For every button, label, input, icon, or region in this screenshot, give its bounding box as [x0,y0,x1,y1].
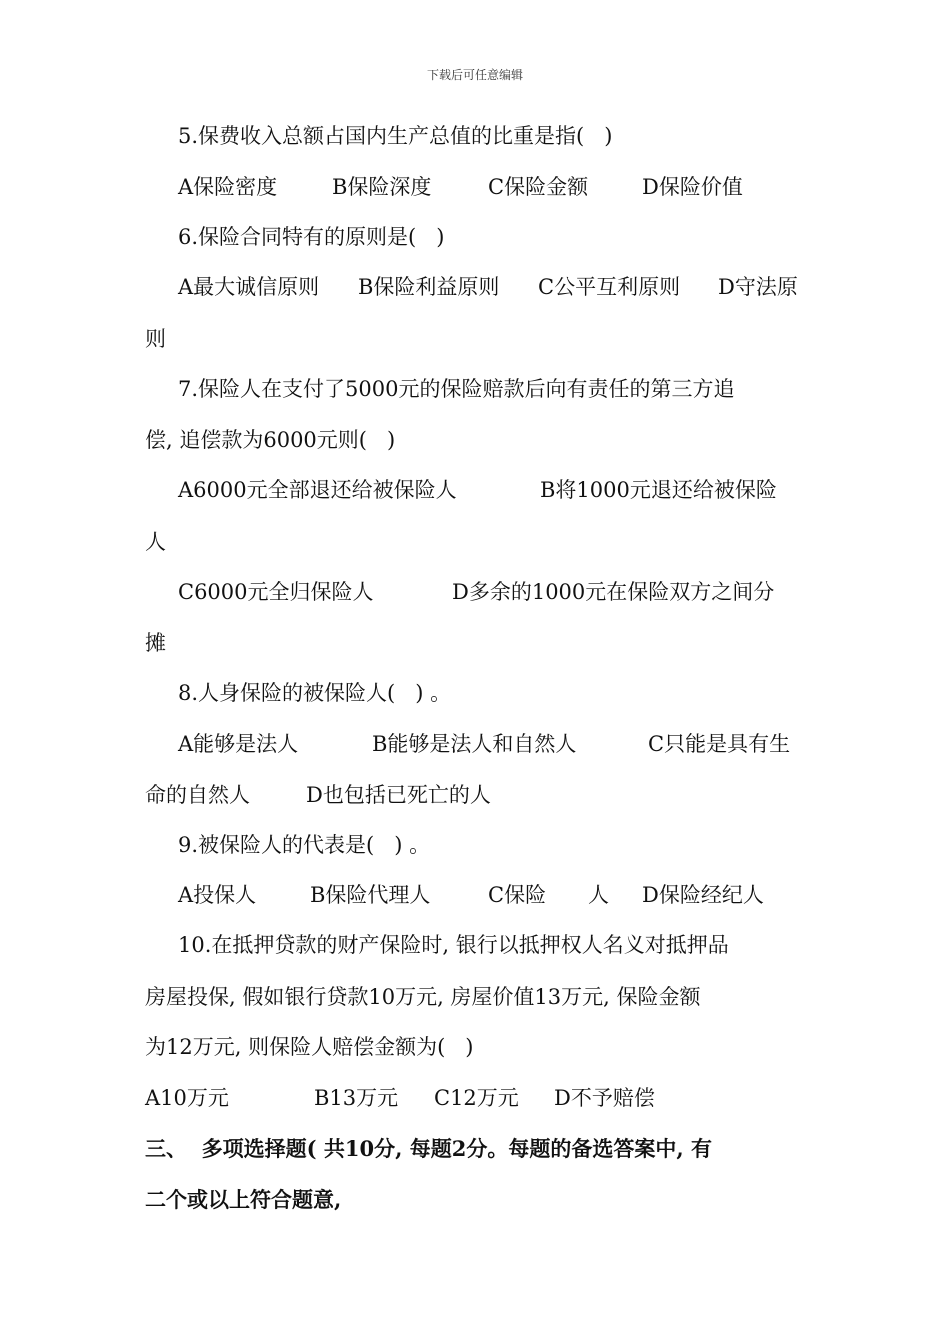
q9-option-a: A投保人 [178,883,257,907]
q10-option-a: A10万元 [145,1086,229,1110]
question-10-stem-line1: 10.在抵押贷款的财产保险时, 银行以抵押权人名义对抵押品 [178,933,729,957]
page-header: 下载后可任意编辑 [426,68,523,82]
q6-option-c: C公平互利原则 [538,275,681,299]
question-10-stem-line2: 房屋投保, 假如银行贷款10万元, 房屋价值13万元, 保险金额 [145,985,701,1009]
q7-option-a: A6000元全部退还给被保险人 [178,478,457,502]
question-8-stem: 8.人身保险的被保险人( ) 。 [178,681,452,705]
question-9-stem: 9.被保险人的代表是( ) 。 [178,833,431,857]
q8-option-c-continued: 命的自然人 [145,783,250,807]
q8-option-a: A能够是法人 [178,732,299,756]
question-5-stem: 5.保费收入总额占国内生产总值的比重是指( ) [178,124,613,148]
q10-option-b: B13万元 [314,1086,399,1110]
q7-option-b-continued: 人 [145,530,166,554]
q8-option-b: B能够是法人和自然人 [372,732,577,756]
q9-option-c-tail: 人 [588,883,609,907]
question-7-stem-line2: 偿, 追偿款为6000元则( ) [145,428,396,452]
q10-option-c: C12万元 [434,1086,519,1110]
q10-option-d: D不予赔偿 [554,1086,655,1110]
q7-option-d-continued: 摊 [145,631,166,655]
q9-option-c: C保险 [488,883,547,907]
q6-option-d-continued: 则 [145,327,166,351]
question-6-stem: 6.保险合同特有的原则是( ) [178,225,445,249]
question-10-stem-line3: 为12万元, 则保险人赔偿金额为( ) [145,1035,474,1059]
q9-option-b: B保险代理人 [310,883,431,907]
q7-option-b: B将1000元退还给被保险 [540,478,777,502]
q8-option-d: D也包括已死亡的人 [306,783,491,807]
q9-option-d: D保险经纪人 [642,883,764,907]
q8-option-c: C只能是具有生 [648,732,791,756]
q7-option-c: C6000元全归保险人 [178,580,374,604]
q6-option-d: D守法原 [718,275,798,299]
q5-option-c: C保险金额 [488,175,589,199]
q5-option-d: D保险价值 [642,175,743,199]
q5-option-b: B保险深度 [332,175,432,199]
section-3-heading-line1: 三、 多项选择题( 共10分, 每题2分。每题的备选答案中, 有 [145,1136,712,1161]
q5-option-a: A保险密度 [178,175,278,199]
question-7-stem-line1: 7.保险人在支付了5000元的保险赔款后向有责任的第三方追 [178,377,735,401]
q7-option-d: D多余的1000元在保险双方之间分 [452,580,775,604]
section-3-heading-line2: 二个或以上符合题意, [145,1187,342,1212]
q6-option-b: B保险利益原则 [358,275,500,299]
q6-option-a: A最大诚信原则 [178,275,320,299]
